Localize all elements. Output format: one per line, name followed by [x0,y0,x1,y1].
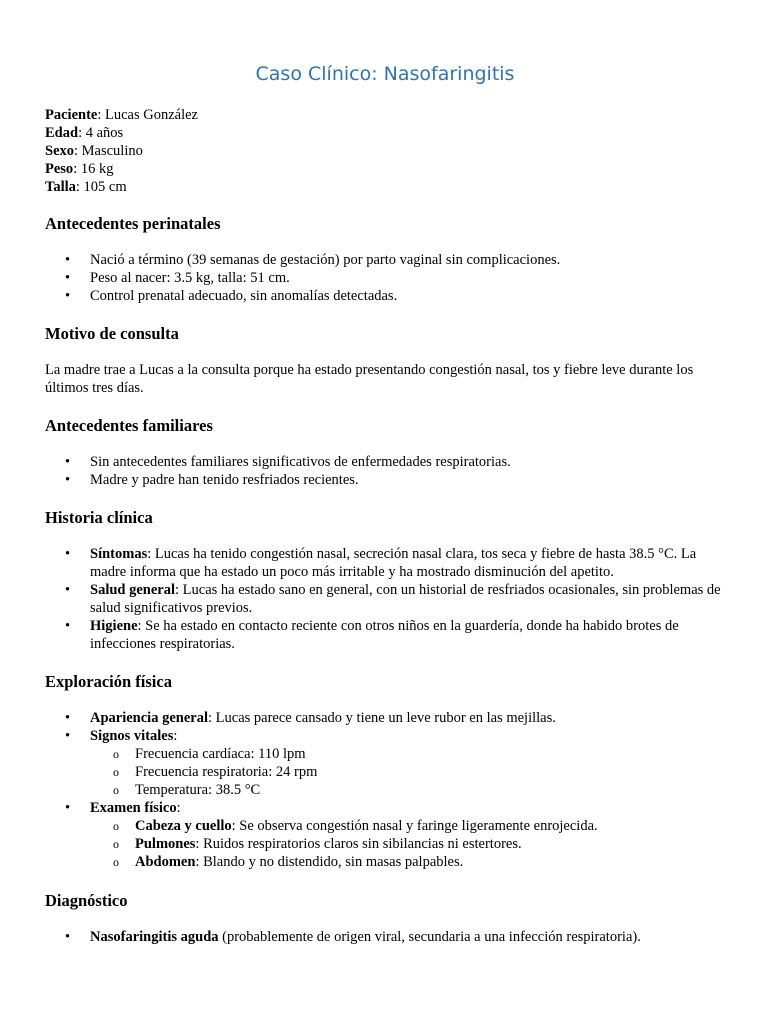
list-item: • Madre y padre han tenido resfriados recientes. [45,471,725,489]
paragraph: La madre trae a Lucas a la consulta porque ha estado presentando congestión nasal, tos y fiebre leve durante los últimos tres días. [45,362,694,396]
sublist-item [45,853,725,871]
item-label: Apariencia general [90,710,208,726]
section-familiares [45,415,725,489]
section-diagnostico [45,890,725,946]
item-label: Cabeza y cuello [135,818,232,834]
diagnostico-list [45,928,725,946]
historia-list [45,545,725,653]
page-title: Caso Clínico: Nasofaringitis [255,63,515,85]
patient-name-row [45,106,725,124]
sublist-item [45,835,725,853]
list-item [45,709,725,727]
field-value: : Lucas González [97,107,198,123]
field-label: Sexo [45,143,74,159]
section-heading: Historia clínica [45,508,153,527]
section-exploracion [45,671,725,871]
item-label: Síntomas [90,546,148,562]
item-text: (probablemente de origen viral, secundaria a una infección respiratoria). [218,929,641,945]
patient-height-row [45,178,725,196]
section-heading: Motivo de consulta [45,324,179,343]
patient-sex-row [45,142,725,160]
list-item: • Nació a término (39 semanas de gestación) por parto vaginal sin complicaciones. [45,251,725,269]
field-value: : 4 años [78,125,124,141]
item-label: Higiene [90,618,138,634]
field-value: : 105 cm [75,179,127,195]
item-text: : Lucas parece cansado y tiene un leve rubor en las mejillas. [208,710,556,726]
item-label: Nasofaringitis aguda [90,929,219,945]
item-text: : Lucas ha tenido congestión nasal, secreción nasal clara, tos seca y fiebre de hasta 38.5 °C. La madre informa que ha estado un poco más irritable y ha mostrado disminución del apetito. [90,546,697,580]
item-text: : Se observa congestión nasal y faringe ligeramente enrojecida. [231,818,598,834]
list-item [45,727,725,745]
sublist-item: o Frecuencia cardíaca: 110 lpm [45,745,725,763]
sublist-item: o Temperatura: 38.5 °C [45,781,725,799]
item-label: Signos vitales [90,728,174,744]
item-text: : Blando y no distendido, sin masas palpables. [195,854,464,870]
field-label: Edad [45,125,79,141]
item-text: : [176,800,181,816]
familiares-list [45,453,725,489]
section-historia [45,507,725,653]
item-label: Salud general [90,582,175,598]
list-item [45,928,725,946]
sublist-item: o Frecuencia respiratoria: 24 rpm [45,763,725,781]
field-label: Talla [45,179,76,195]
sublist-item [45,817,725,835]
perinatal-list [45,251,725,305]
list-item [45,799,725,817]
item-label: Pulmones [135,836,196,852]
exploracion-list [45,709,725,871]
list-item: • Control prenatal adecuado, sin anomalías detectadas. [45,287,725,305]
section-perinatal [45,213,725,305]
list-item: • Peso al nacer: 3.5 kg, talla: 51 cm. [45,269,725,287]
list-item [45,581,725,617]
item-text: : Ruidos respiratorios claros sin sibilancias ni estertores. [195,836,522,852]
field-value: : 16 kg [73,161,114,177]
section-motivo [45,323,725,397]
field-label: Peso [45,161,74,177]
list-item [45,545,725,581]
patient-weight-row [45,160,725,178]
item-label: Abdomen [135,854,196,870]
list-item: • Sin antecedentes familiares significativos de enfermedades respiratorias. [45,453,725,471]
section-heading: Antecedentes familiares [45,416,213,435]
field-label: Paciente [45,107,98,123]
section-heading: Exploración física [45,672,172,691]
field-value: : Masculino [74,143,143,159]
section-heading: Antecedentes perinatales [45,214,221,233]
section-heading: Diagnóstico [45,891,128,910]
item-text: : Se ha estado en contacto reciente con otros niños en la guardería, donde ha habido brotes de infecciones respiratorias. [90,618,679,652]
item-label: Examen físico [90,800,177,816]
list-item [45,617,725,653]
patient-info [45,106,725,196]
item-text: : [173,728,178,744]
item-text: : Lucas ha estado sano en general, con un historial de resfriados ocasionales, sin problemas de salud significativos previos. [90,582,721,616]
patient-age-row [45,124,725,142]
